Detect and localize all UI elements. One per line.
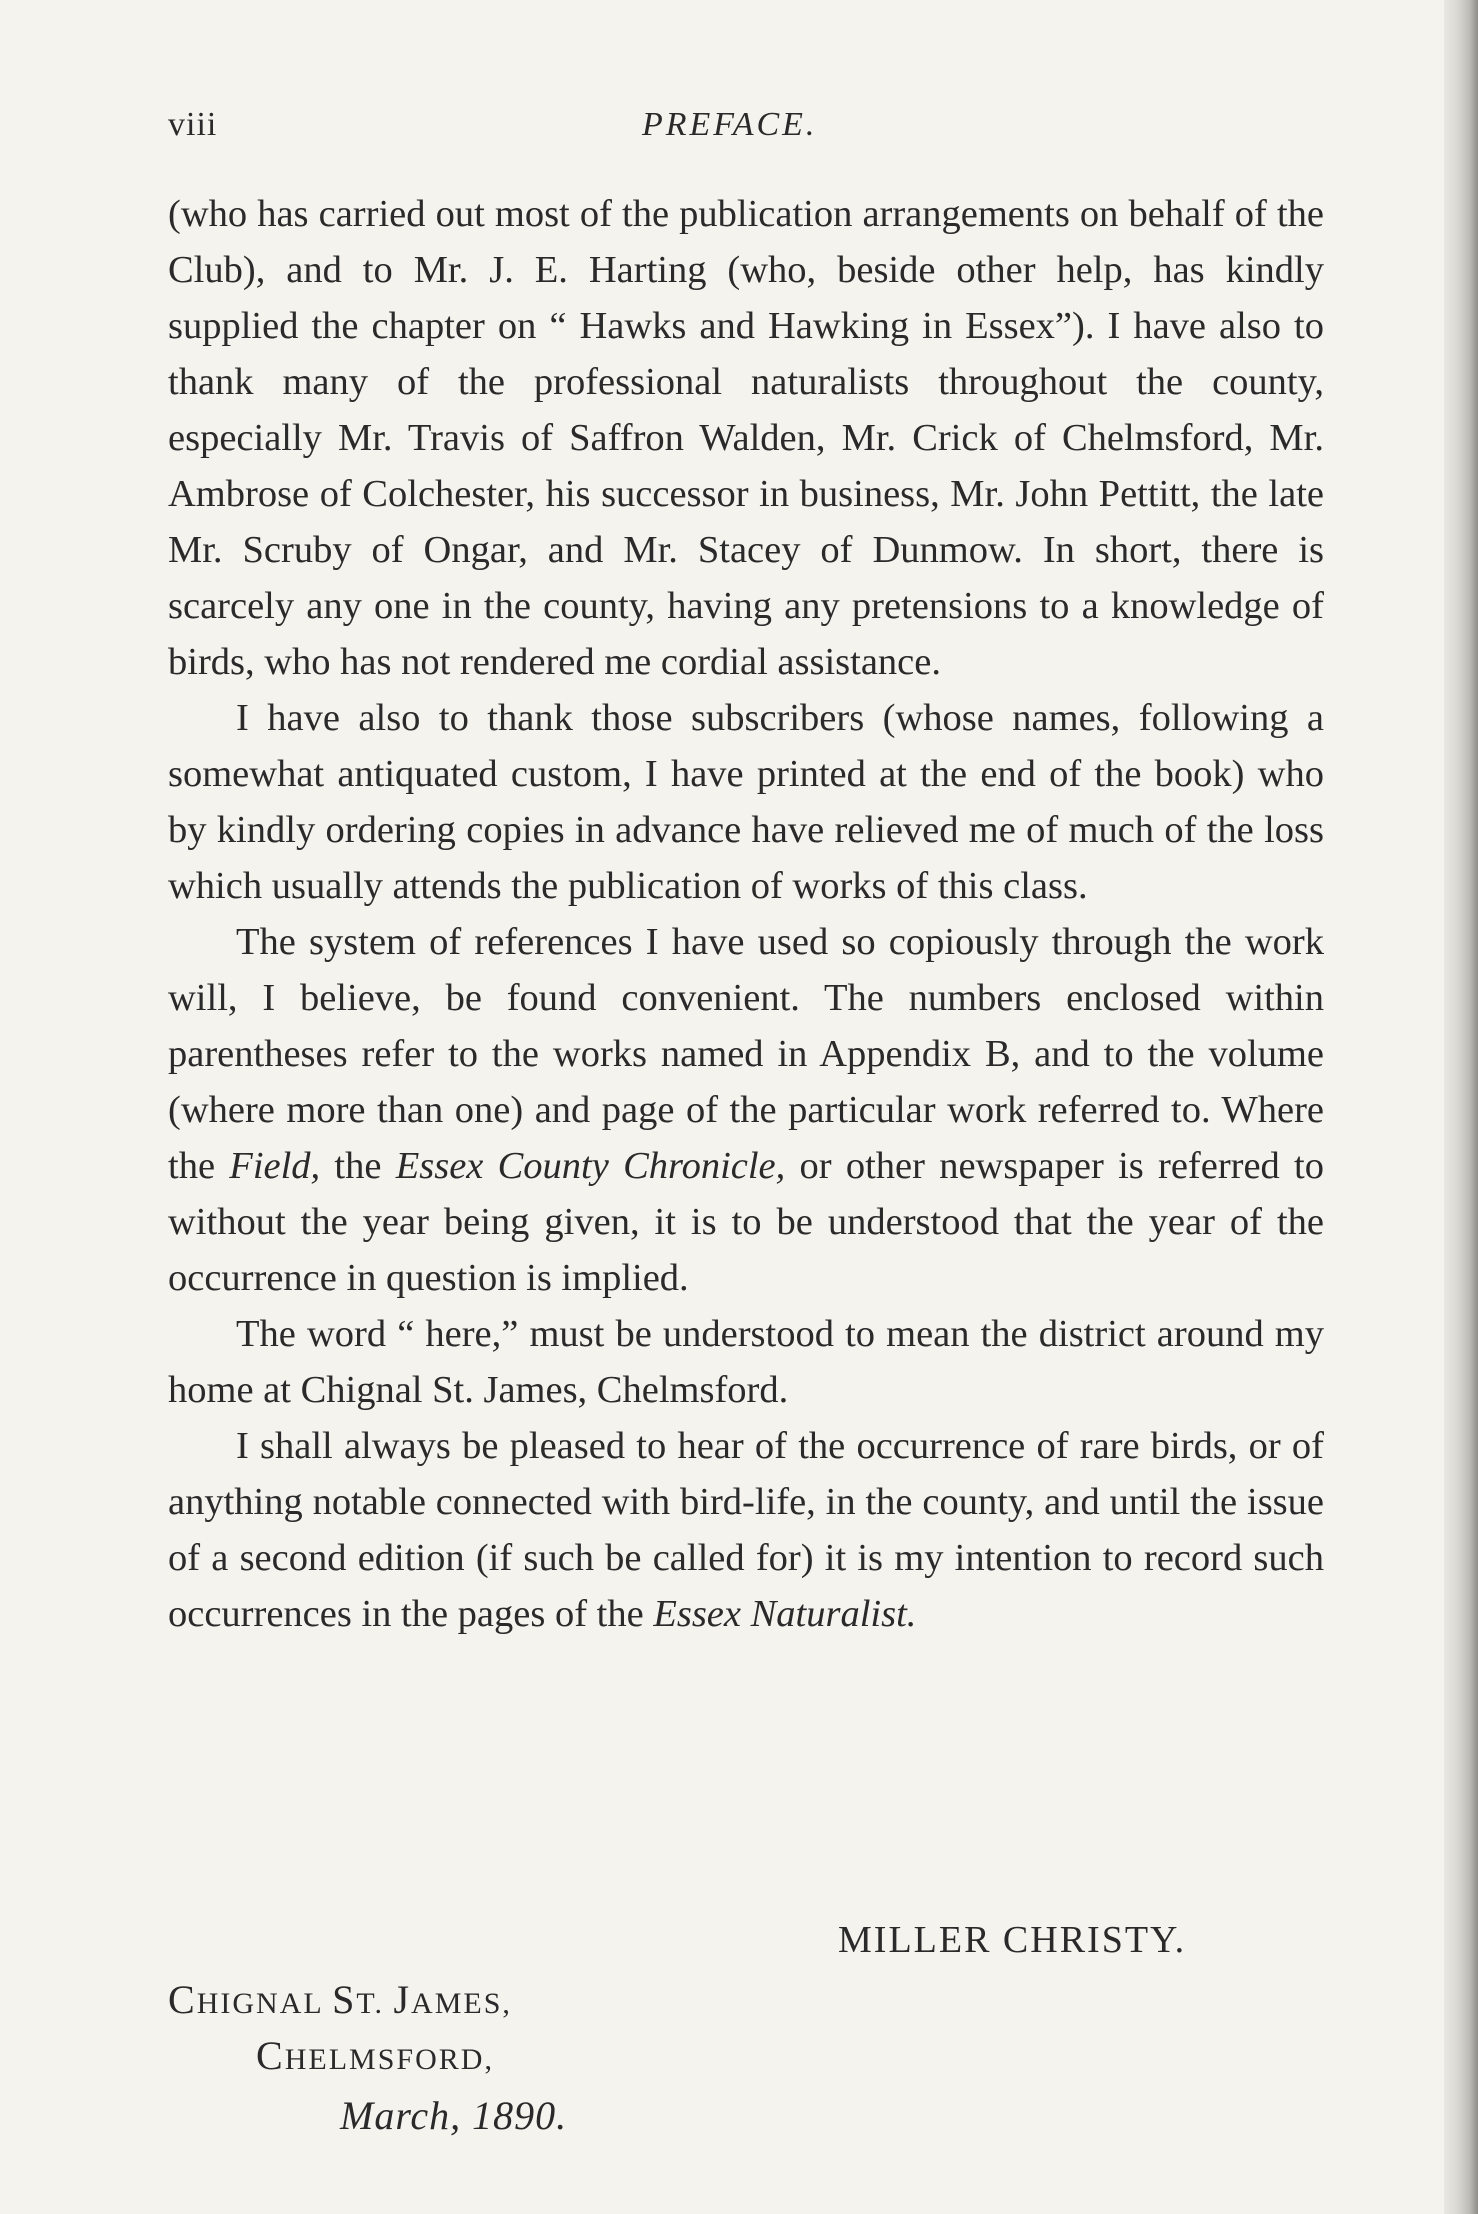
page-gutter-shadow: [1444, 0, 1478, 2214]
italic-title: Field,: [229, 1145, 321, 1187]
text-run: (who has carried out most of the publication arrangements on behalf of the Club), and to Mr. J. E. Harting (who, beside other help, has kindly supplied the chapter on “ Hawks and Hawking in Essex”). I have also to thank many of the professional naturalists throughout the county, especially Mr. Travis of Saffron Walden, Mr. Crick of Chelmsford, Mr. Ambrose of Colchester, his successor in business, Mr. John Pettitt, the late Mr. Scruby of Ongar, and Mr. Stacey of Dunmow. In short, there is scarcely any one in the county, having any pretensions to a knowledge of birds, who has not rendered me cordial assistance.: [168, 193, 1324, 683]
paragraph: [168, 186, 1324, 690]
text-run: The system of references I have used so copiously through the work will, I believe, be found convenient. The numbers enclosed within parentheses refer to the works named in Appendix B, and to the volume (where more than one) and page of the particular work referred to. Where the: [168, 921, 1324, 1187]
dateline-date: March, 1890.: [340, 2093, 568, 2138]
body-text: [168, 186, 1324, 1642]
running-head: [168, 106, 1328, 156]
dateline-place-2: [256, 2032, 494, 2079]
author-signature: MILLER CHRISTY.: [838, 1919, 1187, 1961]
paragraph: [168, 1418, 1324, 1642]
text-run: I shall always be pleased to hear of the occurrence of rare birds, or of anything notable connected with bird-life, in the county, and until the issue of a second edition (if such be called for) it is my intention to record such occurrences in the pages of the: [168, 1425, 1324, 1635]
paragraph: [168, 1306, 1324, 1418]
text-run: The word “ here,” must be understood to mean the district around my home at Chignal St. James, Chelmsford.: [168, 1313, 1324, 1411]
italic-title: Essex County Chronicle,: [395, 1145, 786, 1187]
dateline-place-1: [168, 1976, 512, 2023]
text-run: or other newspaper is referred to without the year being given, it is to be understood that the year of the occurrence in question is implied.: [168, 1145, 1324, 1299]
dateline-place-1-text: CHIGNAL ST. JAMES,: [168, 1977, 512, 2022]
dateline-place-2-text: CHELMSFORD,: [256, 2033, 494, 2078]
text-run: I have also to thank those subscribers (whose names, following a somewhat antiquated custom, I have printed at the end of the book) who by kindly ordering copies in advance have relieved me of much of the loss which usually attends the publication of works of this class.: [168, 697, 1324, 907]
running-title: PREFACE.: [642, 106, 818, 143]
paragraph: [168, 914, 1324, 1306]
page-number: viii: [168, 106, 218, 143]
paragraph: [168, 690, 1324, 914]
text-run: the: [320, 1145, 396, 1187]
italic-title: Essex Naturalist.: [653, 1593, 917, 1635]
